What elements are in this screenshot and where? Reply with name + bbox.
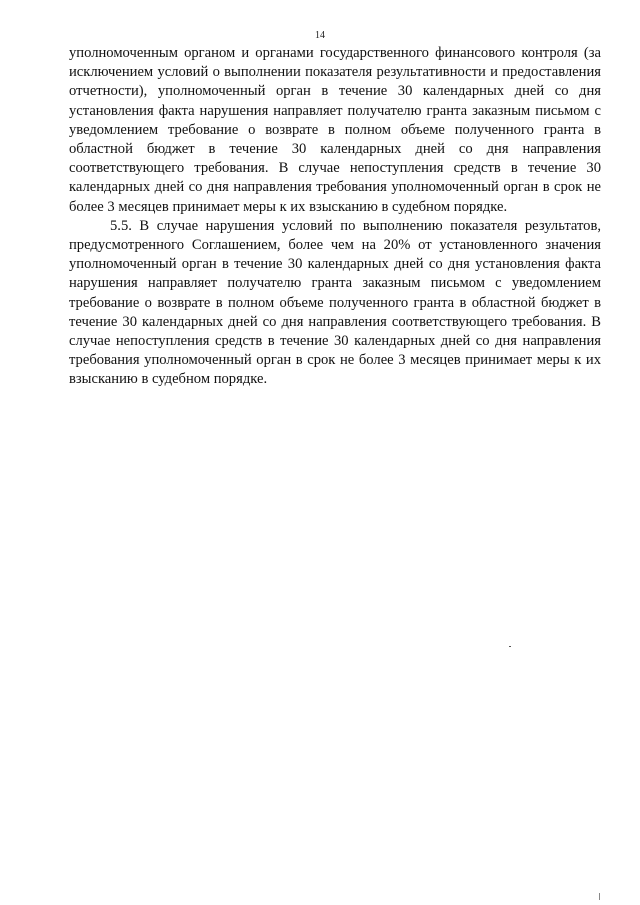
- document-body: [69, 44, 601, 390]
- paragraph-5-5: 5.5. В случае нарушения условий по выполнению показателя результатов, предусмотренного Соглашением, более чем на 20% от установленного значения уполномоченный орган в течение 30 календарных дней со дня установления факта нарушения направляет получателю гранта заказным письмом с уведомлением требование о возврате в полном объеме полученного гранта в областной бюджет в течение 30 календарных дней со дня направления соответствующего требования. В случае непоступления средств в течение 30 календарных дней со дня направления требования уполномоченный орган в срок не более 3 месяцев принимает меры к их взысканию в судебном порядке.: [69, 217, 601, 388]
- page-number: 14: [315, 30, 325, 41]
- scan-speck: [599, 893, 600, 900]
- scan-speck: [509, 646, 511, 647]
- paragraph-continuation: уполномоченным органом и органами государственного финансового контроля (за исключением условий о выполнении показателя результативности и предоставления отчетности), уполномоченный орган в течение 30 календарных дней со дня установления факта нарушения направляет получателю гранта заказным письмом с уведомлением требование о возврате в полном объеме полученного гранта в областной бюджет в течение 30 календарных дней со дня направления соответствующего требования. В случае непоступления средств в течение 30 календарных дней со дня направления требования уполномоченный орган в срок не более 3 месяцев принимает меры к их взысканию в судебном порядке.: [69, 45, 601, 215]
